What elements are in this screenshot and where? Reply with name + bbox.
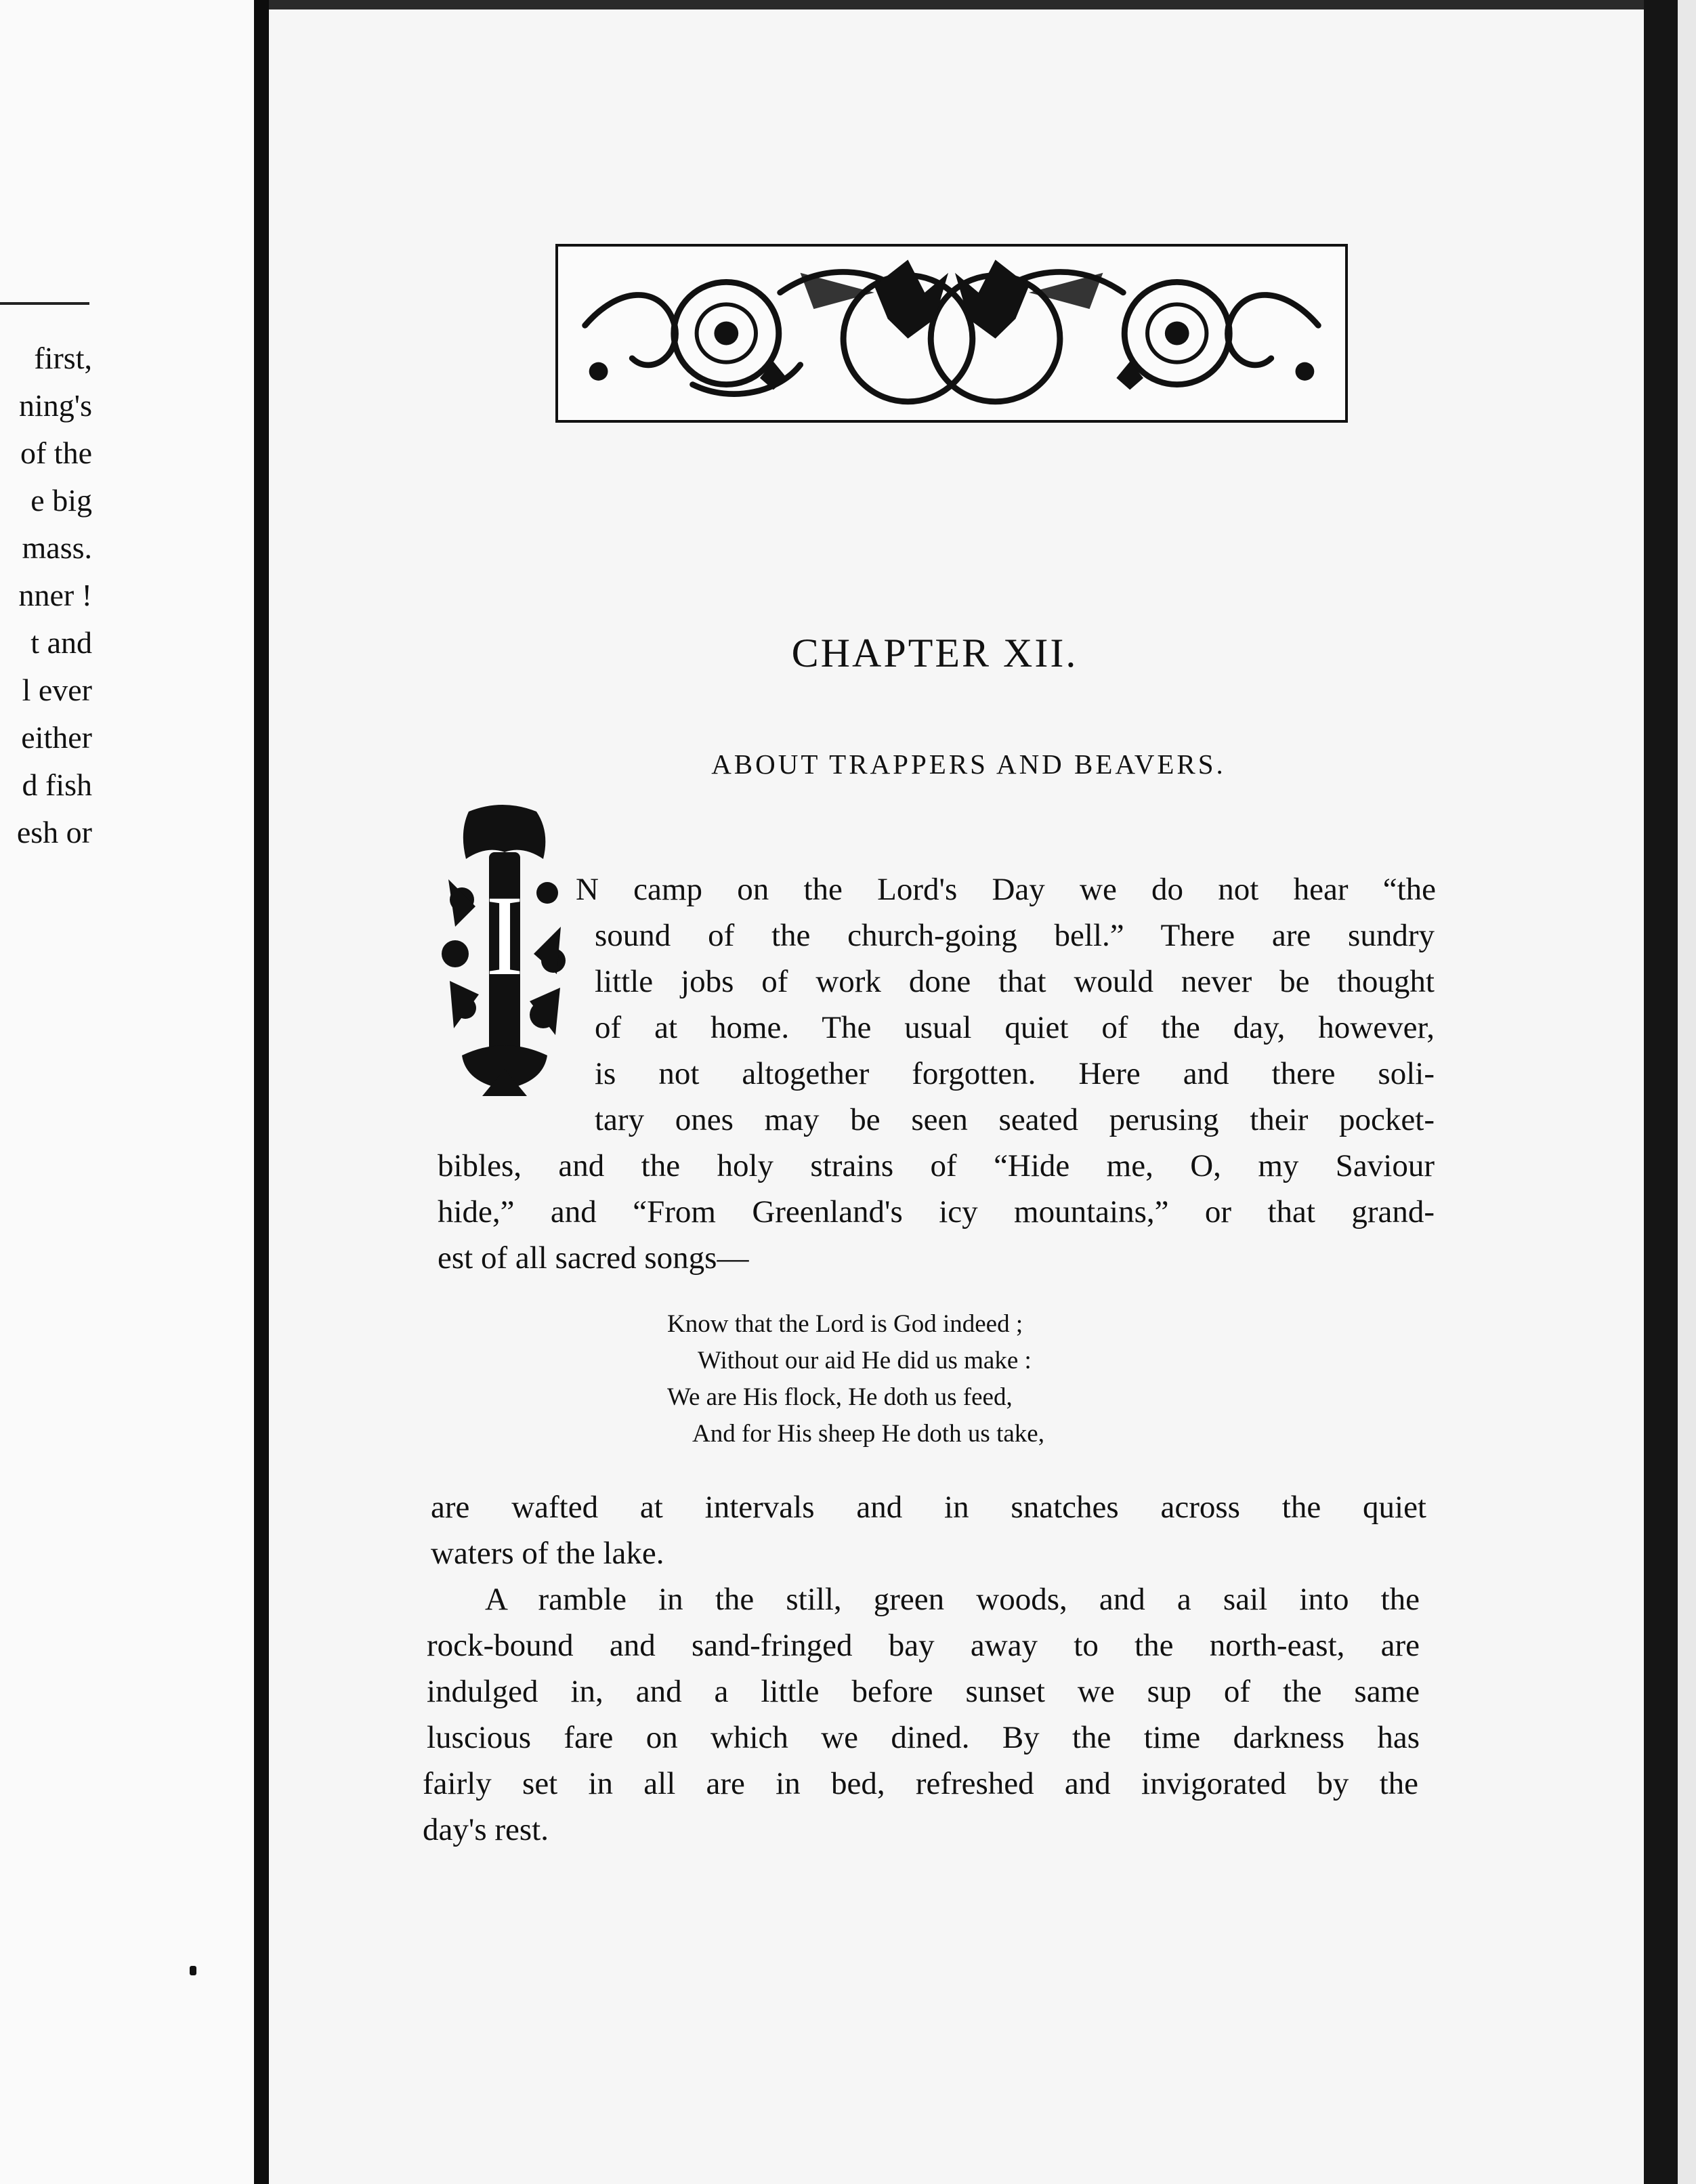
paragraph-line: N camp on the Lord's Day we do not hear “the — [576, 872, 1436, 907]
left-page-line: of the — [20, 436, 92, 470]
poem-line: Without our aid He did us make : — [698, 1347, 1032, 1374]
decorative-headpiece — [555, 244, 1348, 423]
paragraph-line: est of all sacred songs— — [438, 1240, 749, 1276]
left-page-line: mass. — [22, 530, 92, 565]
left-page-line: first, — [34, 341, 92, 375]
drop-cap-glyph: I — [485, 872, 524, 999]
paragraph-line: sound of the church-going bell.” There are sundry — [595, 918, 1435, 953]
poem-line: Know that the Lord is God indeed ; — [667, 1310, 1023, 1338]
page-right-edge — [1644, 0, 1678, 2184]
left-page-text — [0, 335, 203, 856]
left-page-line: d fish — [22, 768, 92, 802]
page-top-edge — [269, 0, 1644, 9]
poem-line: We are His flock, He doth us feed, — [667, 1383, 1013, 1411]
left-page-line: t and — [30, 625, 92, 660]
left-page-line: ning's — [19, 388, 92, 423]
paragraph-line: fairly set in all are in bed, refreshed and invigorated by the — [423, 1766, 1418, 1801]
paragraph-line: are wafted at intervals and in snatches across the quiet — [431, 1490, 1426, 1525]
paragraph-line: little jobs of work done that would never be thought — [595, 964, 1435, 999]
paragraph-line: A ramble in the still, green woods, and a sail into the — [485, 1582, 1420, 1617]
paragraph-line: hide,” and “From Greenland's icy mountains,” or that grand- — [438, 1194, 1435, 1230]
paragraph-line: day's rest. — [423, 1812, 549, 1847]
paragraph-line: rock-bound and sand-fringed bay away to the north-east, are — [427, 1628, 1420, 1663]
paragraph-line: bibles, and the holy strains of “Hide me, O, my Saviour — [438, 1148, 1435, 1183]
chapter-title: ABOUT TRAPPERS AND BEAVERS. — [711, 749, 1226, 780]
left-page — [0, 0, 254, 2184]
paragraph-line: is not altogether forgotten. Here and there soli- — [595, 1056, 1435, 1091]
left-page-line: l ever — [22, 673, 92, 707]
book-gutter — [254, 0, 269, 2184]
paragraph-line: tary ones may be seen seated perusing their pocket- — [595, 1102, 1435, 1137]
left-page-line: either — [21, 720, 92, 755]
poem-line: And for His sheep He doth us take, — [692, 1420, 1044, 1448]
left-page-rule — [0, 302, 89, 305]
ornamental-drop-cap — [442, 798, 568, 1106]
scan-margin — [1678, 0, 1696, 2184]
paragraph-line: of at home. The usual quiet of the day, however, — [595, 1010, 1435, 1045]
left-page-line: nner ! — [18, 578, 92, 612]
paragraph-line: waters of the lake. — [431, 1536, 664, 1571]
paragraph-line: luscious fare on which we dined. By the time darkness has — [427, 1720, 1420, 1755]
dragon-scroll-ornament — [558, 247, 1345, 420]
drop-cap-letter — [442, 798, 568, 1106]
chapter-number: CHAPTER XII. — [791, 631, 1078, 675]
left-page-line: esh or — [16, 815, 92, 849]
ink-speck — [190, 1966, 196, 1975]
paragraph-line: indulged in, and a little before sunset we sup of the same — [427, 1674, 1420, 1709]
left-page-line: e big — [30, 483, 92, 518]
